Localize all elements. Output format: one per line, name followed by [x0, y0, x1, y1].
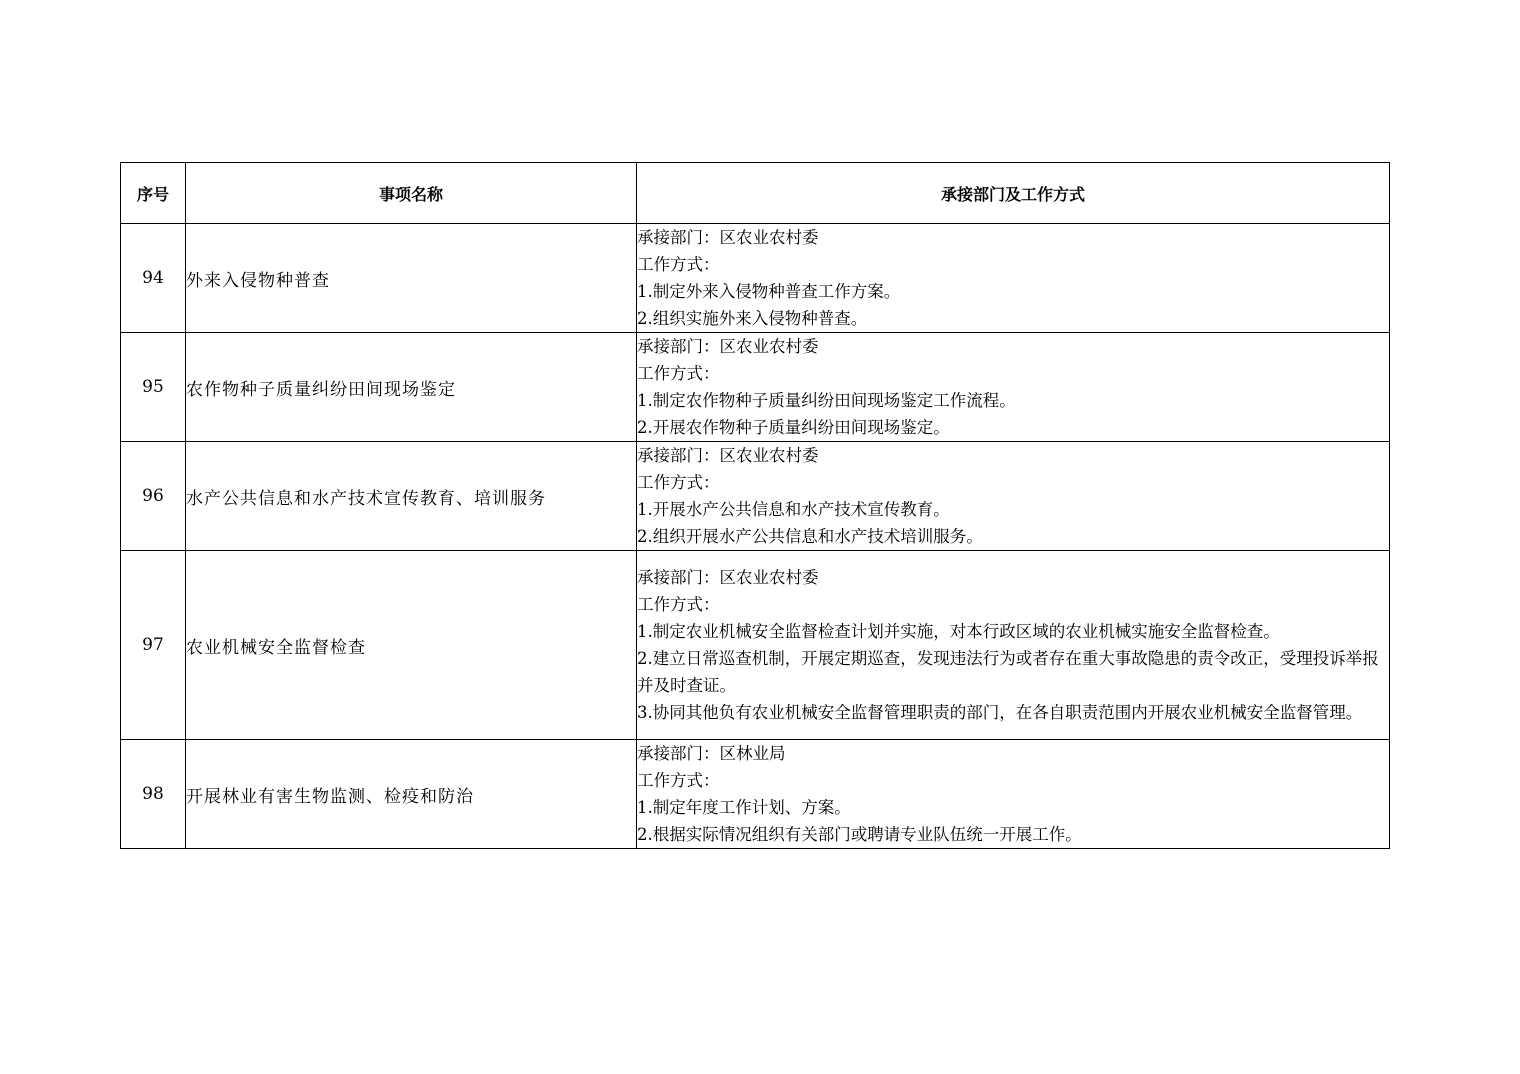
method-step-line: 1.制定外来入侵物种普查工作方案。: [637, 282, 901, 301]
items-table: [120, 162, 1390, 849]
table-header-row: [121, 163, 1390, 224]
table-row: [121, 551, 1390, 740]
method-step-line: 3.协同其他负有农业机械安全监督管理职责的部门，在各自职责范围内开展农业机械安全监督管理。: [637, 703, 1363, 722]
serial-number-cell: 96: [121, 442, 186, 551]
serial-number-cell: 97: [121, 551, 186, 740]
header-department-and-method: 承接部门及工作方式: [637, 163, 1390, 224]
item-name-cell: 水产公共信息和水产技术宣传教育、培训服务: [186, 442, 637, 551]
method-step-line: 1.制定农作物种子质量纠纷田间现场鉴定工作流程。: [637, 391, 1016, 410]
department-method-cell: [637, 442, 1390, 551]
method-heading-line: 工作方式：: [637, 255, 720, 274]
department-method-cell: [637, 551, 1390, 740]
department-method-cell: [637, 333, 1390, 442]
item-name-cell: 农作物种子质量纠纷田间现场鉴定: [186, 333, 637, 442]
method-step-line: 2.开展农作物种子质量纠纷田间现场鉴定。: [637, 418, 950, 437]
method-heading-line: 工作方式：: [637, 364, 720, 383]
item-name-cell: 农业机械安全监督检查: [186, 551, 637, 740]
method-step-line: 2.组织实施外来入侵物种普查。: [637, 309, 868, 328]
method-heading-line: 工作方式：: [637, 473, 720, 492]
header-item-name: 事项名称: [186, 163, 637, 224]
method-step-line: 2.根据实际情况组织有关部门或聘请专业队伍统一开展工作。: [637, 825, 1082, 844]
department-line: 承接部门：区农业农村委: [637, 228, 819, 247]
item-name-cell: 外来入侵物种普查: [186, 224, 637, 333]
table-row: [121, 224, 1390, 333]
method-heading-line: 工作方式：: [637, 595, 720, 614]
method-step-line: 1.制定年度工作计划、方案。: [637, 798, 851, 817]
serial-number-cell: 94: [121, 224, 186, 333]
method-step-line: 1.制定农业机械安全监督检查计划并实施，对本行政区域的农业机械实施安全监督检查。: [637, 622, 1280, 641]
item-name-cell: 开展林业有害生物监测、检疫和防治: [186, 740, 637, 849]
method-step-line: 2.建立日常巡查机制，开展定期巡查，发现违法行为或者存在重大事故隐患的责令改正，受理投诉举报并及时查证。: [637, 649, 1379, 695]
method-heading-line: 工作方式：: [637, 771, 720, 790]
department-method-cell: [637, 740, 1390, 849]
department-line: 承接部门：区农业农村委: [637, 446, 819, 465]
serial-number-cell: 95: [121, 333, 186, 442]
table-row: [121, 333, 1390, 442]
department-line: 承接部门：区林业局: [637, 744, 786, 763]
serial-number-cell: 98: [121, 740, 186, 849]
department-line: 承接部门：区农业农村委: [637, 568, 819, 587]
header-serial-number: 序号: [121, 163, 186, 224]
table-row: [121, 442, 1390, 551]
table-row: [121, 740, 1390, 849]
department-method-cell: [637, 224, 1390, 333]
method-step-line: 1.开展水产公共信息和水产技术宣传教育。: [637, 500, 950, 519]
method-step-line: 2.组织开展水产公共信息和水产技术培训服务。: [637, 527, 983, 546]
department-line: 承接部门：区农业农村委: [637, 337, 819, 356]
